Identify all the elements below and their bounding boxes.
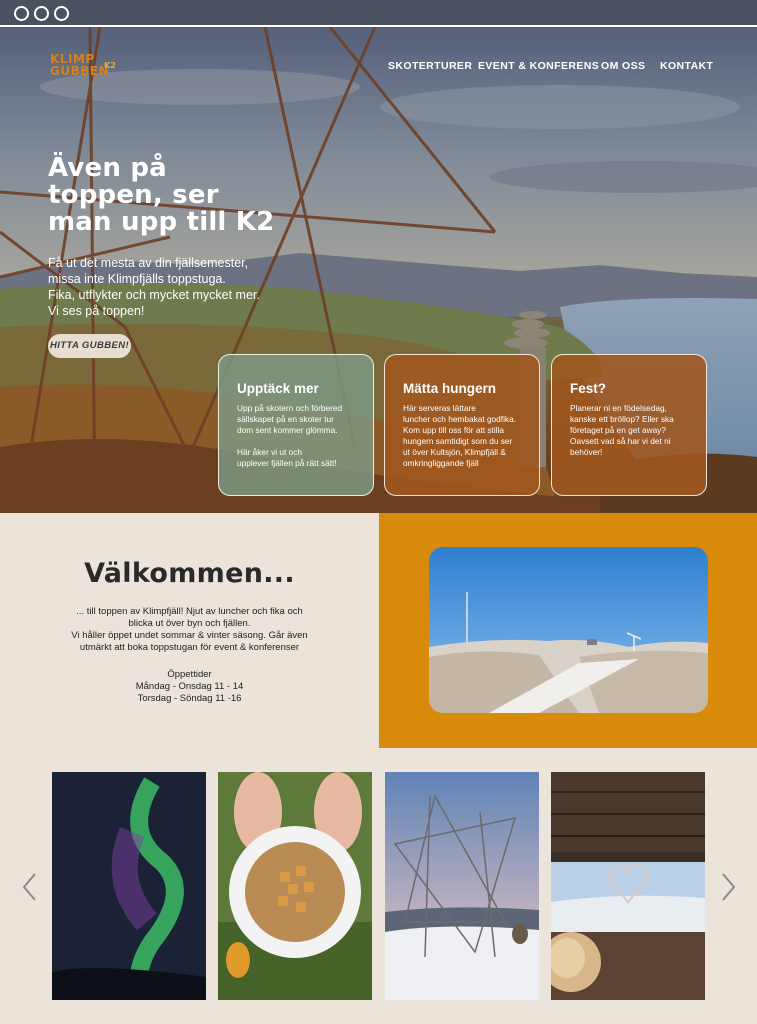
find-gubben-button[interactable]: HITTA GUBBEN! — [48, 334, 131, 358]
nav-item-kontakt[interactable]: KONTAKT — [660, 60, 714, 72]
hero-title-line: Även på — [48, 153, 167, 183]
card-upptack-mer[interactable] — [218, 354, 374, 496]
welcome-title: Välkommen... — [84, 558, 295, 589]
logo-text-top: KLIMP — [50, 52, 95, 66]
card-line: sällskapet på en skoter tur — [237, 414, 334, 424]
nav-item-event-konferens[interactable]: EVENT & KONFERENS — [478, 60, 600, 72]
opening-hours-title: Öppettider — [167, 669, 212, 680]
card-title: Fest? — [570, 381, 607, 396]
welcome-line: utmärkt att boka toppstugan för event & konferenser — [79, 642, 300, 653]
card-line: kanske ett bröllop? Eller ska — [570, 414, 674, 424]
card-line: luncher och hembakat godfika. — [403, 414, 517, 424]
card-line: Planerar ni en födelsedag, — [570, 403, 667, 413]
hero-text-line: Vi ses på toppen! — [48, 304, 145, 318]
card-line: dom sent kommer glömma. — [237, 425, 338, 435]
gallery-section — [0, 748, 757, 1024]
welcome-line: blicka ut över byn och fjällen. — [128, 618, 251, 629]
hero-title-line: man upp till K2 — [48, 207, 275, 237]
card-line: omkringliggande fjäll — [403, 458, 479, 468]
window-minimize-icon[interactable] — [34, 6, 49, 21]
card-paragraph — [570, 403, 692, 458]
gallery-image-northern-lights[interactable] — [52, 772, 206, 1000]
card-line: företaget på en get away? — [570, 425, 666, 435]
gallery-image-heart-window[interactable] — [551, 772, 705, 1000]
card-paragraph — [403, 403, 525, 469]
welcome-line: Vi håller öppet undet sommar & vinter säsong. Går även — [71, 630, 308, 641]
welcome-intro — [0, 606, 379, 654]
chevron-right-icon[interactable] — [718, 872, 738, 902]
card-line: Upp på skotern och förbered — [237, 403, 343, 413]
hero-title-line: toppen, ser — [48, 180, 219, 210]
logo-badge: K2 — [104, 61, 116, 70]
browser-chrome — [0, 0, 757, 27]
welcome-line: ... till toppen av Klimpfjäll! Njut av luncher och fika och — [76, 606, 303, 617]
hero-text-line: Få ut det mesta av din fjällsemester, — [48, 256, 249, 270]
card-paragraph — [237, 447, 359, 469]
card-line: Här åker vi ut och — [237, 447, 303, 457]
nav-item-skoterturer[interactable]: SKOTERTURER — [388, 60, 473, 72]
gallery-image-soup[interactable] — [218, 772, 372, 1000]
hero-text-line: missa inte Klimpfjälls toppstuga. — [48, 272, 226, 286]
logo-text-bottom: GUBBEN — [50, 64, 110, 78]
card-line: Här serveras lättare — [403, 403, 476, 413]
opening-hours — [0, 669, 379, 705]
card-line: Kom upp till oss för att stilla — [403, 425, 504, 435]
opening-hours-line: Måndag - Onsdag 11 - 14 — [135, 681, 244, 692]
card-line: upplever fjällen på rätt sätt! — [237, 458, 337, 468]
window-close-icon[interactable] — [14, 6, 29, 21]
hero-section — [0, 27, 757, 513]
hero-text-line: Fika, utflykter och mycket mycket mer. — [48, 288, 260, 302]
card-matta-hungern[interactable] — [384, 354, 540, 496]
nav-item-om-oss[interactable]: OM OSS — [601, 60, 646, 72]
window-maximize-icon[interactable] — [54, 6, 69, 21]
welcome-section — [0, 513, 379, 748]
opening-hours-line: Torsdag - Söndag 11 -16 — [137, 693, 242, 704]
card-paragraph — [237, 403, 359, 436]
hero-description — [48, 255, 308, 319]
chevron-left-icon[interactable] — [20, 872, 40, 902]
winter-mountain-image — [429, 547, 708, 713]
winter-image-panel — [379, 513, 757, 748]
hero-title — [48, 155, 308, 236]
card-line: Oavsett vad så har vi det ni — [570, 436, 671, 446]
logo[interactable] — [50, 53, 120, 79]
card-line: hungern samtidigt som du ser — [403, 436, 513, 446]
card-title: Upptäck mer — [237, 381, 319, 396]
card-fest[interactable] — [551, 354, 707, 496]
gallery-image-summit-sculpture[interactable] — [385, 772, 539, 1000]
card-title: Mätta hungern — [403, 381, 496, 396]
card-line: behöver! — [570, 447, 603, 457]
card-line: ut över Kultsjön, Klimpfjäll & — [403, 447, 506, 457]
